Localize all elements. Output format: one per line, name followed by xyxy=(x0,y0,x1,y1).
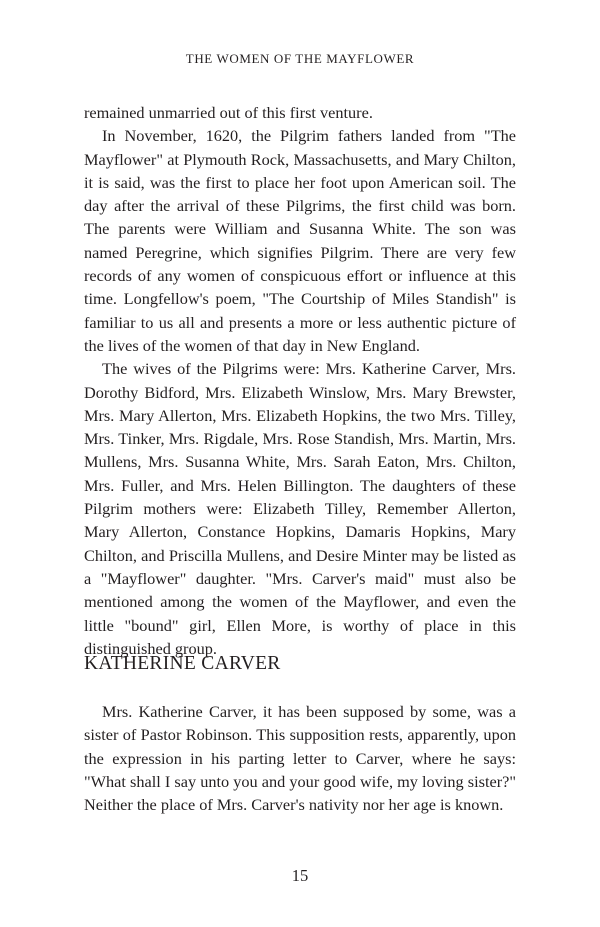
page-number: 15 xyxy=(291,866,309,885)
paragraph-continuation: remained unmarried out of this first venture. xyxy=(84,103,373,122)
paragraph-pilgrims-landing: In November, 1620, the Pilgrim fathers landed from "The Mayflower" at Plymouth Rock, Massachusetts, and Mary Chilton, it is said, was the first to place her foot upon American soil. The day after the arrival of these Pilgrims, the first child was born. The parents were William and Susanna White. The son was named Peregrine, which signifies Pilgrim. There are very few records of any women of conspicuous effort or influence at this time. Longfellow's poem, "The Courtship of Miles Standish" is familiar to us all and presents a more or less authentic picture of the lives of the women of that day in New England. xyxy=(84,126,516,355)
paragraph-katherine-carver: Mrs. Katherine Carver, it has been supposed by some, was a sister of Pastor Robinson. This supposition rests, apparently, upon the expression in his parting letter to Carver, where he says: "What shall I say unto you and your good wife, my loving sister?" Neither the place of Mrs. Carver's nativity nor her age is known. xyxy=(84,702,516,815)
section-text xyxy=(84,700,516,816)
paragraph-wives-of-pilgrims: The wives of the Pilgrims were: Mrs. Katherine Carver, Mrs. Dorothy Bidford, Mrs. Elizabeth Winslow, Mrs. Mary Brewster, Mrs. Mary Allerton, Mrs. Elizabeth Hopkins, the two Mrs. Tilley, Mrs. Tinker, Mrs. Rigdale, Mrs. Rose Standish, Mrs. Martin, Mrs. Mullens, Mrs. Susanna White, Mrs. Sarah Eaton, Mrs. Chilton, Mrs. Fuller, and Mrs. Helen Billington. The daughters of these Pilgrim mothers were: Elizabeth Tilley, Remember Allerton, Mary Allerton, Constance Hopkins, Damaris Hopkins, Mary Chilton, and Priscilla Mullens, and Desire Minter may be listed as a "Mayflower" daughter. "Mrs. Carver's maid" must also be mentioned among the women of the Mayflower, and even the little "bound" girl, Ellen More, is worthy of place in this distinguished group. xyxy=(84,359,516,658)
running-head: THE WOMEN OF THE MAYFLOWER xyxy=(185,51,415,66)
section-heading: KATHERINE CARVER xyxy=(84,653,281,674)
body-text xyxy=(84,101,516,660)
